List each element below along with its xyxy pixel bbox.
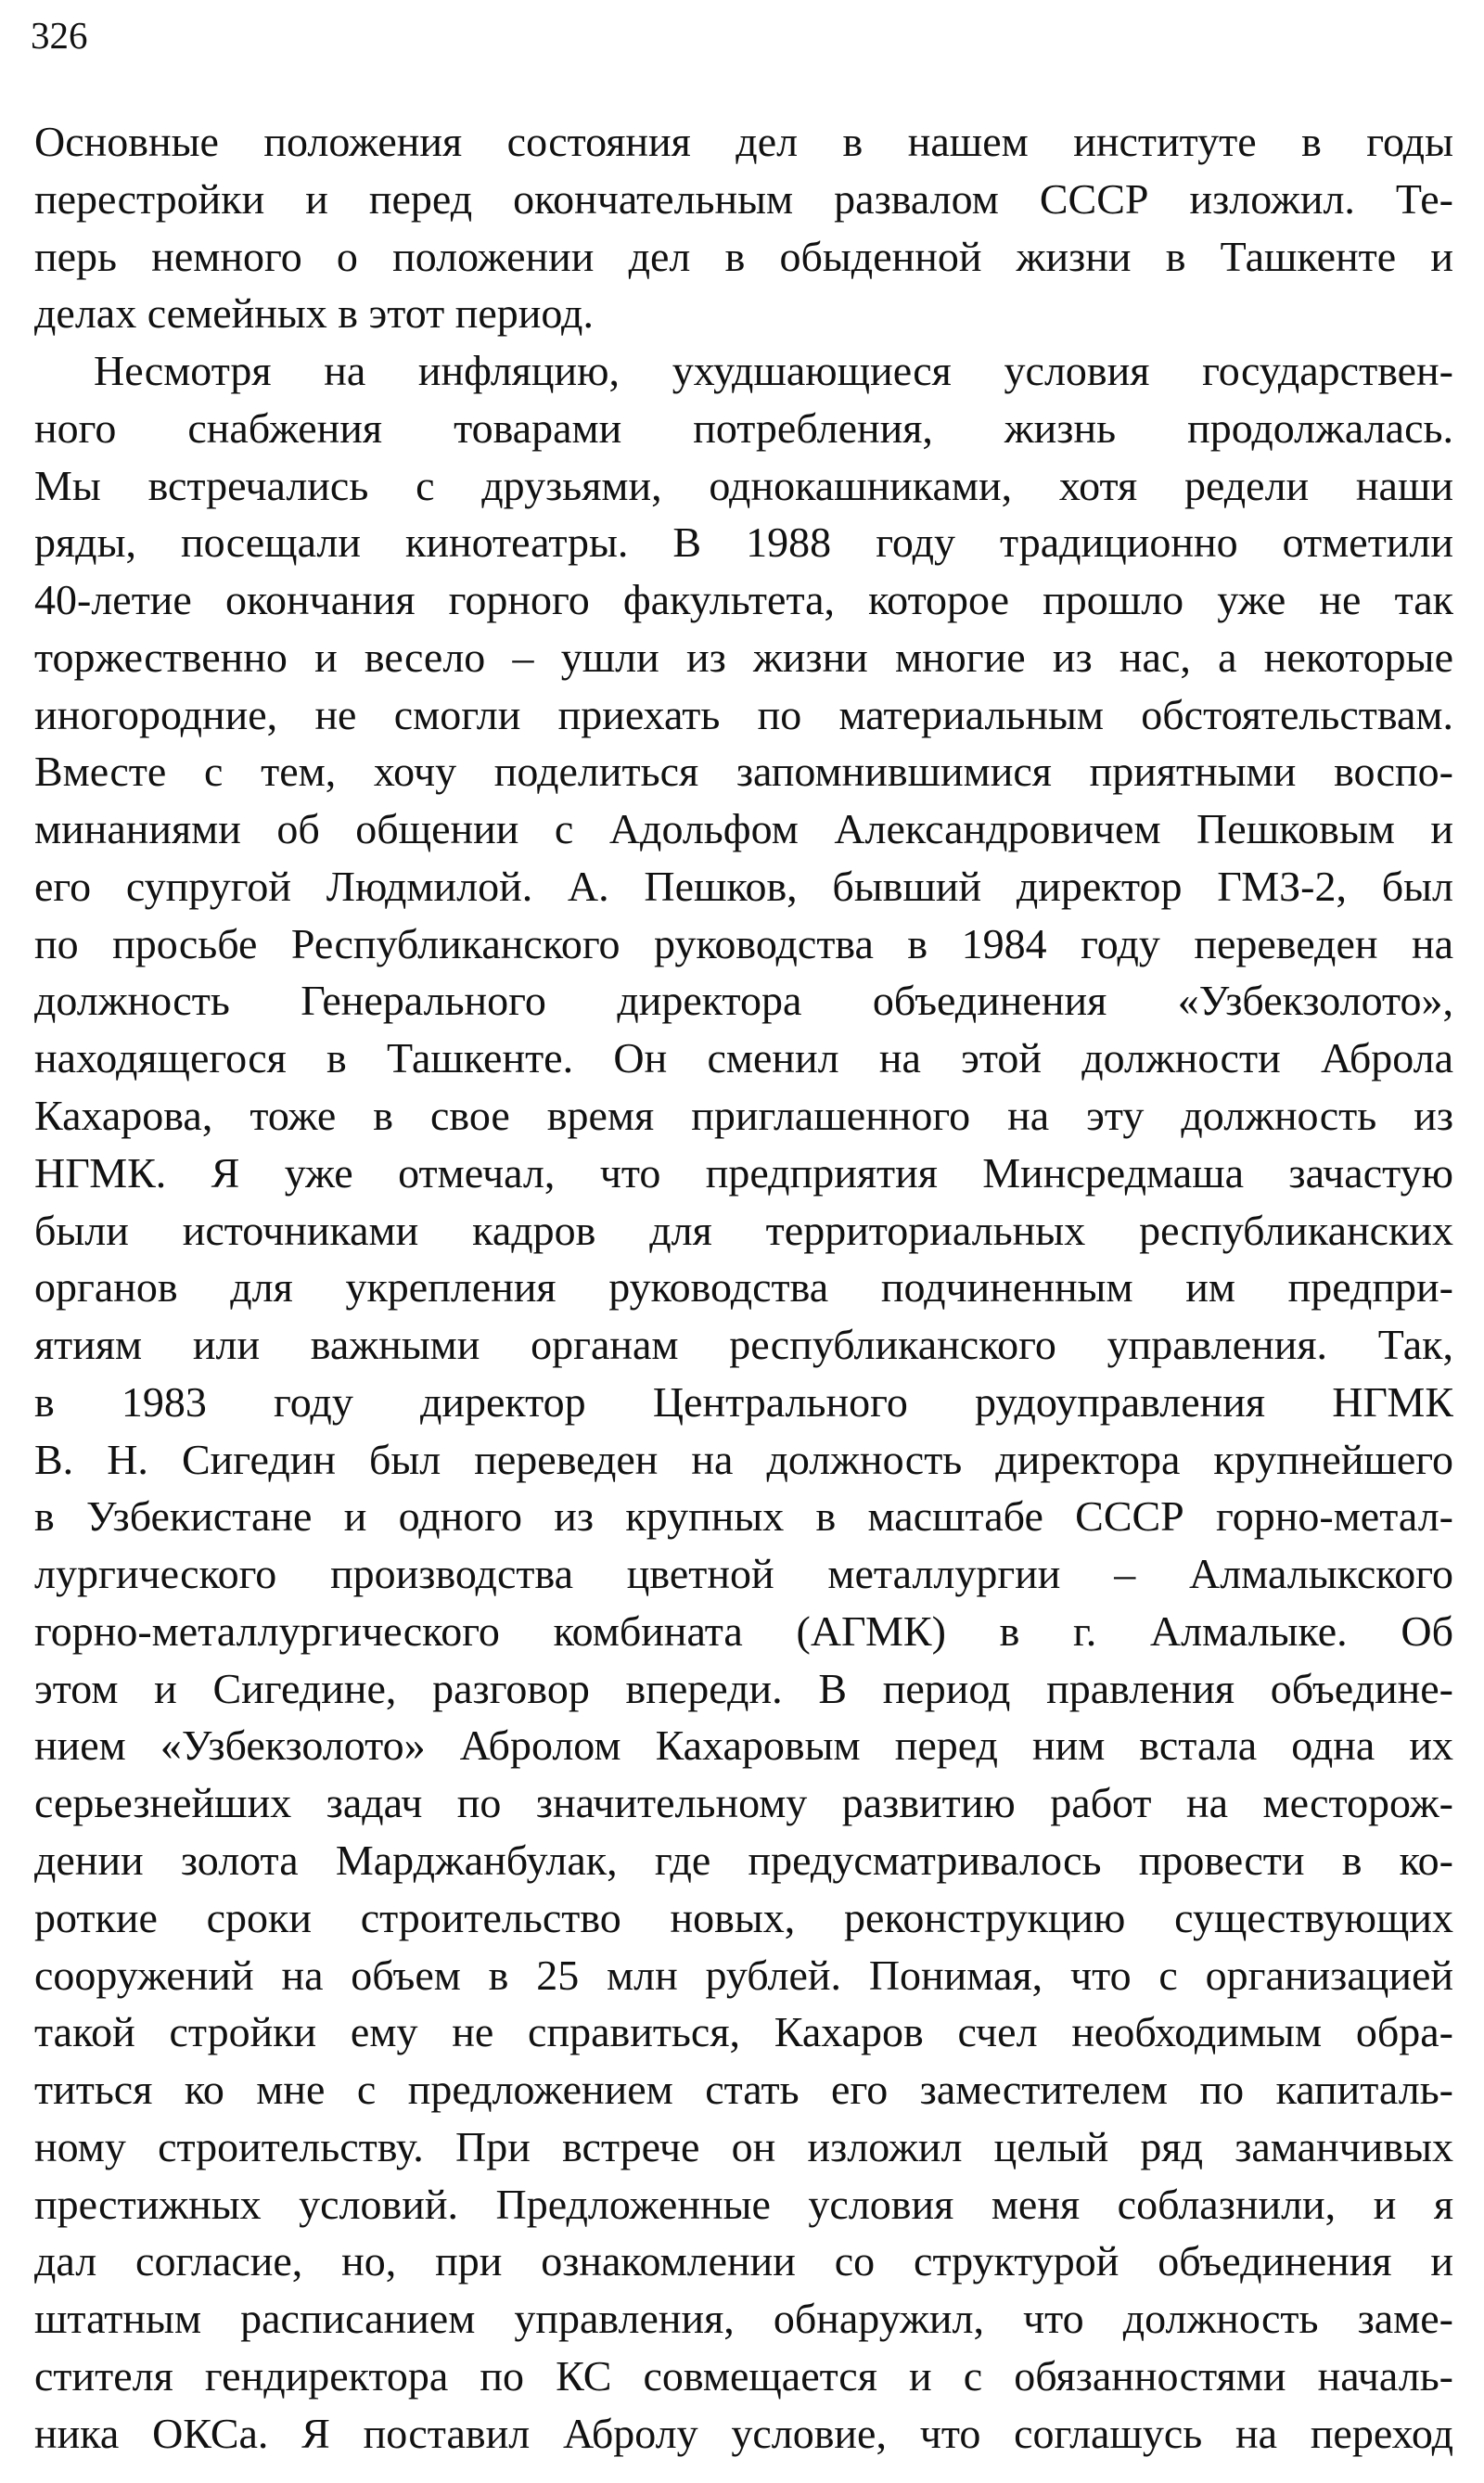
text-line: штатным расписанием управления, обнаружил, что должность заме-: [34, 2295, 1453, 2343]
text-line: НГМК. Я уже отмечал, что предприятия Минсредмаша зачастую: [34, 1148, 1453, 1197]
text-line: органов для укрепления руководства подчиненным им предпри-: [34, 1263, 1453, 1312]
text-line: дал согласие, но, при ознакомлении со структурой объединения и: [34, 2237, 1453, 2285]
text-line: 40-летие окончания горного факультета, которое прошло уже не так: [34, 576, 1453, 624]
text-line: ятиям или важными органам республиканского управления. Так,: [34, 1321, 1453, 1369]
text-line: находящегося в Ташкенте. Он сменил на этой должности Аброла: [34, 1034, 1453, 1082]
body-text: [34, 113, 1453, 2462]
text-line: Мы встречались с друзьями, однокашниками, хотя редели наши: [34, 461, 1453, 509]
text-line: престижных условий. Предложенные условия меня соблазнили, и я: [34, 2180, 1453, 2228]
text-line: роткие сроки строительство новых, реконструкцию существующих: [34, 1893, 1453, 1941]
text-line: торжественно и весело – ушли из жизни многие из нас, а некоторые: [34, 633, 1453, 681]
text-line: титься ко мне с предложением стать его заместителем по капиталь-: [34, 2066, 1453, 2114]
text-line: ника ОКСа. Я поставил Абролу условие, что соглашусь на переход: [34, 2409, 1453, 2457]
text-line: делах семейных в этот период.: [34, 289, 594, 338]
text-line: сооружений на объем в 25 млн рублей. Понимая, что с организацией: [34, 1951, 1453, 1999]
text-line: этом и Сигедине, разговор впереди. В период правления объедине-: [34, 1664, 1453, 1712]
text-line: перь немного о положении дел в обыденной жизни в Ташкенте и: [34, 232, 1453, 280]
text-line: перестройки и перед окончательным развалом СССР изложил. Те-: [34, 174, 1453, 223]
text-line: серьезнейших задач по значительному развитию работ на месторож-: [34, 1779, 1453, 1827]
text-line: горно-металлургического комбината (АГМК) в г. Алмалыке. Об: [34, 1606, 1453, 1655]
text-line: ного снабжения товарами потребления, жизнь продолжалась.: [34, 403, 1453, 452]
text-line: Вместе с тем, хочу поделиться запомнившимися приятными воспо-: [34, 748, 1453, 796]
text-line: Кахарова, тоже в свое время приглашенного на эту должность из: [34, 1092, 1453, 1140]
text-line: стителя гендиректора по КС совмещается и с обязанностями началь-: [34, 2351, 1453, 2400]
text-line: нием «Узбекзолото» Абролом Кахаровым перед ним встала одна их: [34, 1721, 1453, 1770]
text-line: в 1983 году директор Центрального рудоуправления НГМК: [34, 1377, 1453, 1426]
text-line: были источниками кадров для территориальных республиканских: [34, 1206, 1453, 1254]
text-line: ряды, посещали кинотеатры. В 1988 году традиционно отметили: [34, 518, 1453, 567]
text-line: минаниями об общении с Адольфом Александровичем Пешковым и: [34, 805, 1453, 853]
text-line: лургического производства цветной металлургии – Алмалыкского: [34, 1550, 1453, 1598]
text-line: иногородние, не смогли приехать по материальным обстоятельствам.: [34, 690, 1453, 738]
text-line: Несмотря на инфляцию, ухудшающиеся условия государствен-: [94, 347, 1453, 395]
text-line: Основные положения состояния дел в нашем институте в годы: [34, 118, 1453, 165]
text-line: дении золота Марджанбулак, где предусматривалось провести в ко-: [34, 1836, 1453, 1884]
text-line: в Узбекистане и одного из крупных в масштабе СССР горно-метал-: [34, 1492, 1453, 1541]
text-line: его супругой Людмилой. А. Пешков, бывший директор ГМЗ-2, был: [34, 862, 1453, 910]
text-line: должность Генерального директора объединения «Узбекзолото»,: [34, 977, 1453, 1025]
text-line: В. Н. Сигедин был переведен на должность директора крупнейшего: [34, 1435, 1453, 1483]
text-line: ному строительству. При встрече он изложил целый ряд заманчивых: [34, 2122, 1453, 2170]
page-number: 326: [31, 14, 88, 57]
text-line: такой стройки ему не справиться, Кахаров счел необходимым обра-: [34, 2008, 1453, 2056]
text-line: по просьбе Республиканского руководства в 1984 году переведен на: [34, 919, 1453, 967]
